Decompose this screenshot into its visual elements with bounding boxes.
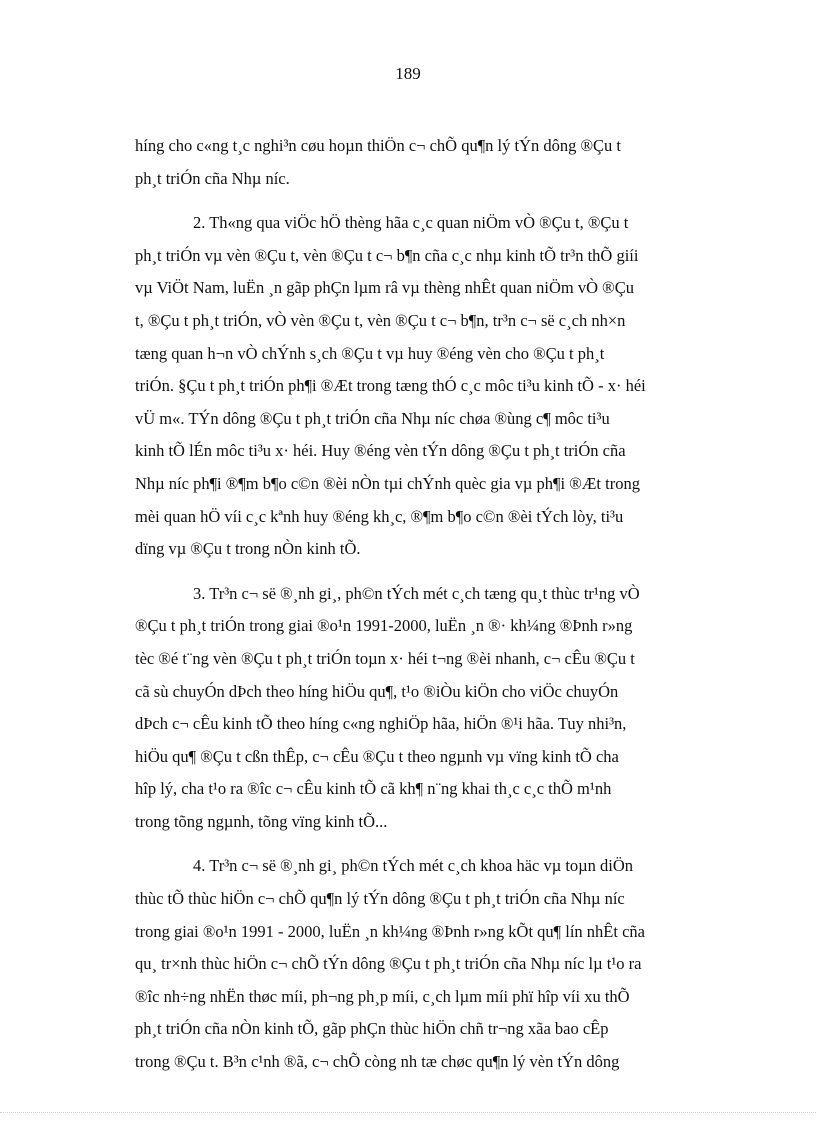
- text-line: dïng vµ ®Çu t trong nÒn kinh tÕ.: [135, 539, 361, 559]
- text-line: mèi quan hÖ víi c¸c kªnh huy ®éng kh¸c, ®¶m b¶o c©n ®èi tÝch lòy, ti³u: [135, 506, 624, 526]
- text-line: ph¸t triÓn cña nÒn kinh tÕ, gãp phÇn thùc hiÖn chñ tr¬ng xãa bao cÊp: [135, 1019, 609, 1039]
- paragraph-2: [135, 207, 739, 566]
- text-line: cã sù chuyÓn dÞch theo híng hiÖu qu¶, t¹o ®iÒu kiÖn cho viÖc chuyÓn: [135, 681, 619, 701]
- page-bottom-divider: [0, 1112, 816, 1113]
- text-line: Nhµ níc ph¶i ®¶m b¶o c©n ®èi nÒn tµi chÝnh quèc gia vµ ph¶i ®Æt trong: [135, 473, 640, 493]
- paragraph-1: [135, 130, 739, 195]
- text-line: ®îc nh÷ng nhËn thøc míi, ph¬ng ph¸p míi, c¸ch lµm míi phï hîp víi xu thÕ: [135, 986, 630, 1006]
- text-line: t, ®Çu t ph¸t triÓn, vÒ vèn ®Çu t, vèn ®Çu t c¬ b¶n, tr³n c¬ së c¸ch nh×n: [135, 310, 626, 330]
- text-line: triÓn. §Çu t ph¸t triÓn ph¶i ®Æt trong tæng thÓ c¸c môc ti³u kinh tÕ - x· héi: [135, 376, 646, 396]
- text-line: 2. Th«ng qua viÖc hÖ thèng hãa c¸c quan niÖm vÒ ®Çu t, ®Çu t: [193, 213, 629, 233]
- page-number: 189: [395, 64, 421, 83]
- body-text: [135, 130, 739, 1079]
- text-line: tæng quan h¬n vÒ chÝnh s¸ch ®Çu t vµ huy ®éng vèn cho ®Çu t ph¸t: [135, 343, 605, 363]
- paragraph-4: [135, 850, 739, 1078]
- text-line: qu¸ tr×nh thùc hiÖn c¬ chÕ tÝn dông ®Çu t ph¸t triÓn cña Nhµ níc lµ t¹o ra: [135, 954, 642, 974]
- text-line: tèc ®é t¨ng vèn ®Çu t ph¸t triÓn toµn x· héi t¬ng ®èi nhanh, c¬ cÊu ®Çu t: [135, 648, 635, 668]
- text-line: kinh tÕ lÉn môc ti³u x· héi. Huy ®éng vèn tÝn dông ®Çu t ph¸t triÓn cña: [135, 441, 626, 461]
- text-line: vÜ m«. TÝn dông ®Çu t ph¸t triÓn cña Nhµ níc chøa ®ùng c¶ môc ti³u: [135, 408, 610, 428]
- text-line: híng cho c«ng t¸c nghi³n cøu hoµn thiÖn c¬ chÕ qu¶n lý tÝn dông ®Çu t: [135, 136, 622, 155]
- paragraph-3: [135, 578, 739, 839]
- text-line: vµ ViÖt Nam, luËn ¸n gãp phÇn lµm râ vµ thèng nhÊt quan niÖm vÒ ®Çu: [135, 278, 634, 298]
- text-line: hîp lý, cha t¹o ra ®îc c¬ cÊu kinh tÕ cã kh¶ n¨ng khai th¸c c¸c thÕ m¹nh: [135, 779, 612, 799]
- text-line: dÞch c¬ cÊu kinh tÕ theo híng c«ng nghiÖp hãa, hiÖn ®¹i hãa. Tuy nhi³n,: [135, 714, 627, 734]
- text-line: trong ®Çu t. B³n c¹nh ®ã, c¬ chÕ còng nh tæ chøc qu¶n lý vèn tÝn dông: [135, 1052, 620, 1072]
- text-line: trong tõng ngµnh, tõng vïng kinh tÕ...: [135, 811, 388, 831]
- text-line: thùc tÕ thùc hiÖn c¬ chÕ qu¶n lý tÝn dông ®Çu t ph¸t triÓn cña Nhµ níc: [135, 889, 625, 909]
- text-line: trong giai ®o¹n 1991 - 2000, luËn ¸n kh¼ng ®Þnh r»ng kÕt qu¶ lín nhÊt cña: [135, 921, 645, 941]
- text-line: 3. Tr³n c¬ së ®¸nh gi¸, ph©n tÝch mét c¸ch tæng qu¸t thùc tr¹ng vÒ: [193, 583, 640, 603]
- text-line: ®Çu t ph¸t triÓn trong giai ®o¹n 1991-2000, luËn ¸n ®· kh¼ng ®Þnh r»ng: [135, 616, 633, 636]
- text-line: hiÖu qu¶ ®Çu t cßn thÊp, c¬ cÊu ®Çu t theo ngµnh vµ vïng kinh tÕ cha: [135, 746, 619, 766]
- text-line: 4. Tr³n c¬ së ®¸nh gi¸ ph©n tÝch mét c¸ch khoa häc vµ toµn diÖn: [193, 856, 634, 876]
- text-line: ph¸t triÓn vµ vèn ®Çu t, vèn ®Çu t c¬ b¶n cña c¸c nhµ kinh tÕ tr³n thÕ giíi: [135, 245, 639, 265]
- text-line: ph¸t triÓn cña Nhµ níc.: [135, 168, 290, 188]
